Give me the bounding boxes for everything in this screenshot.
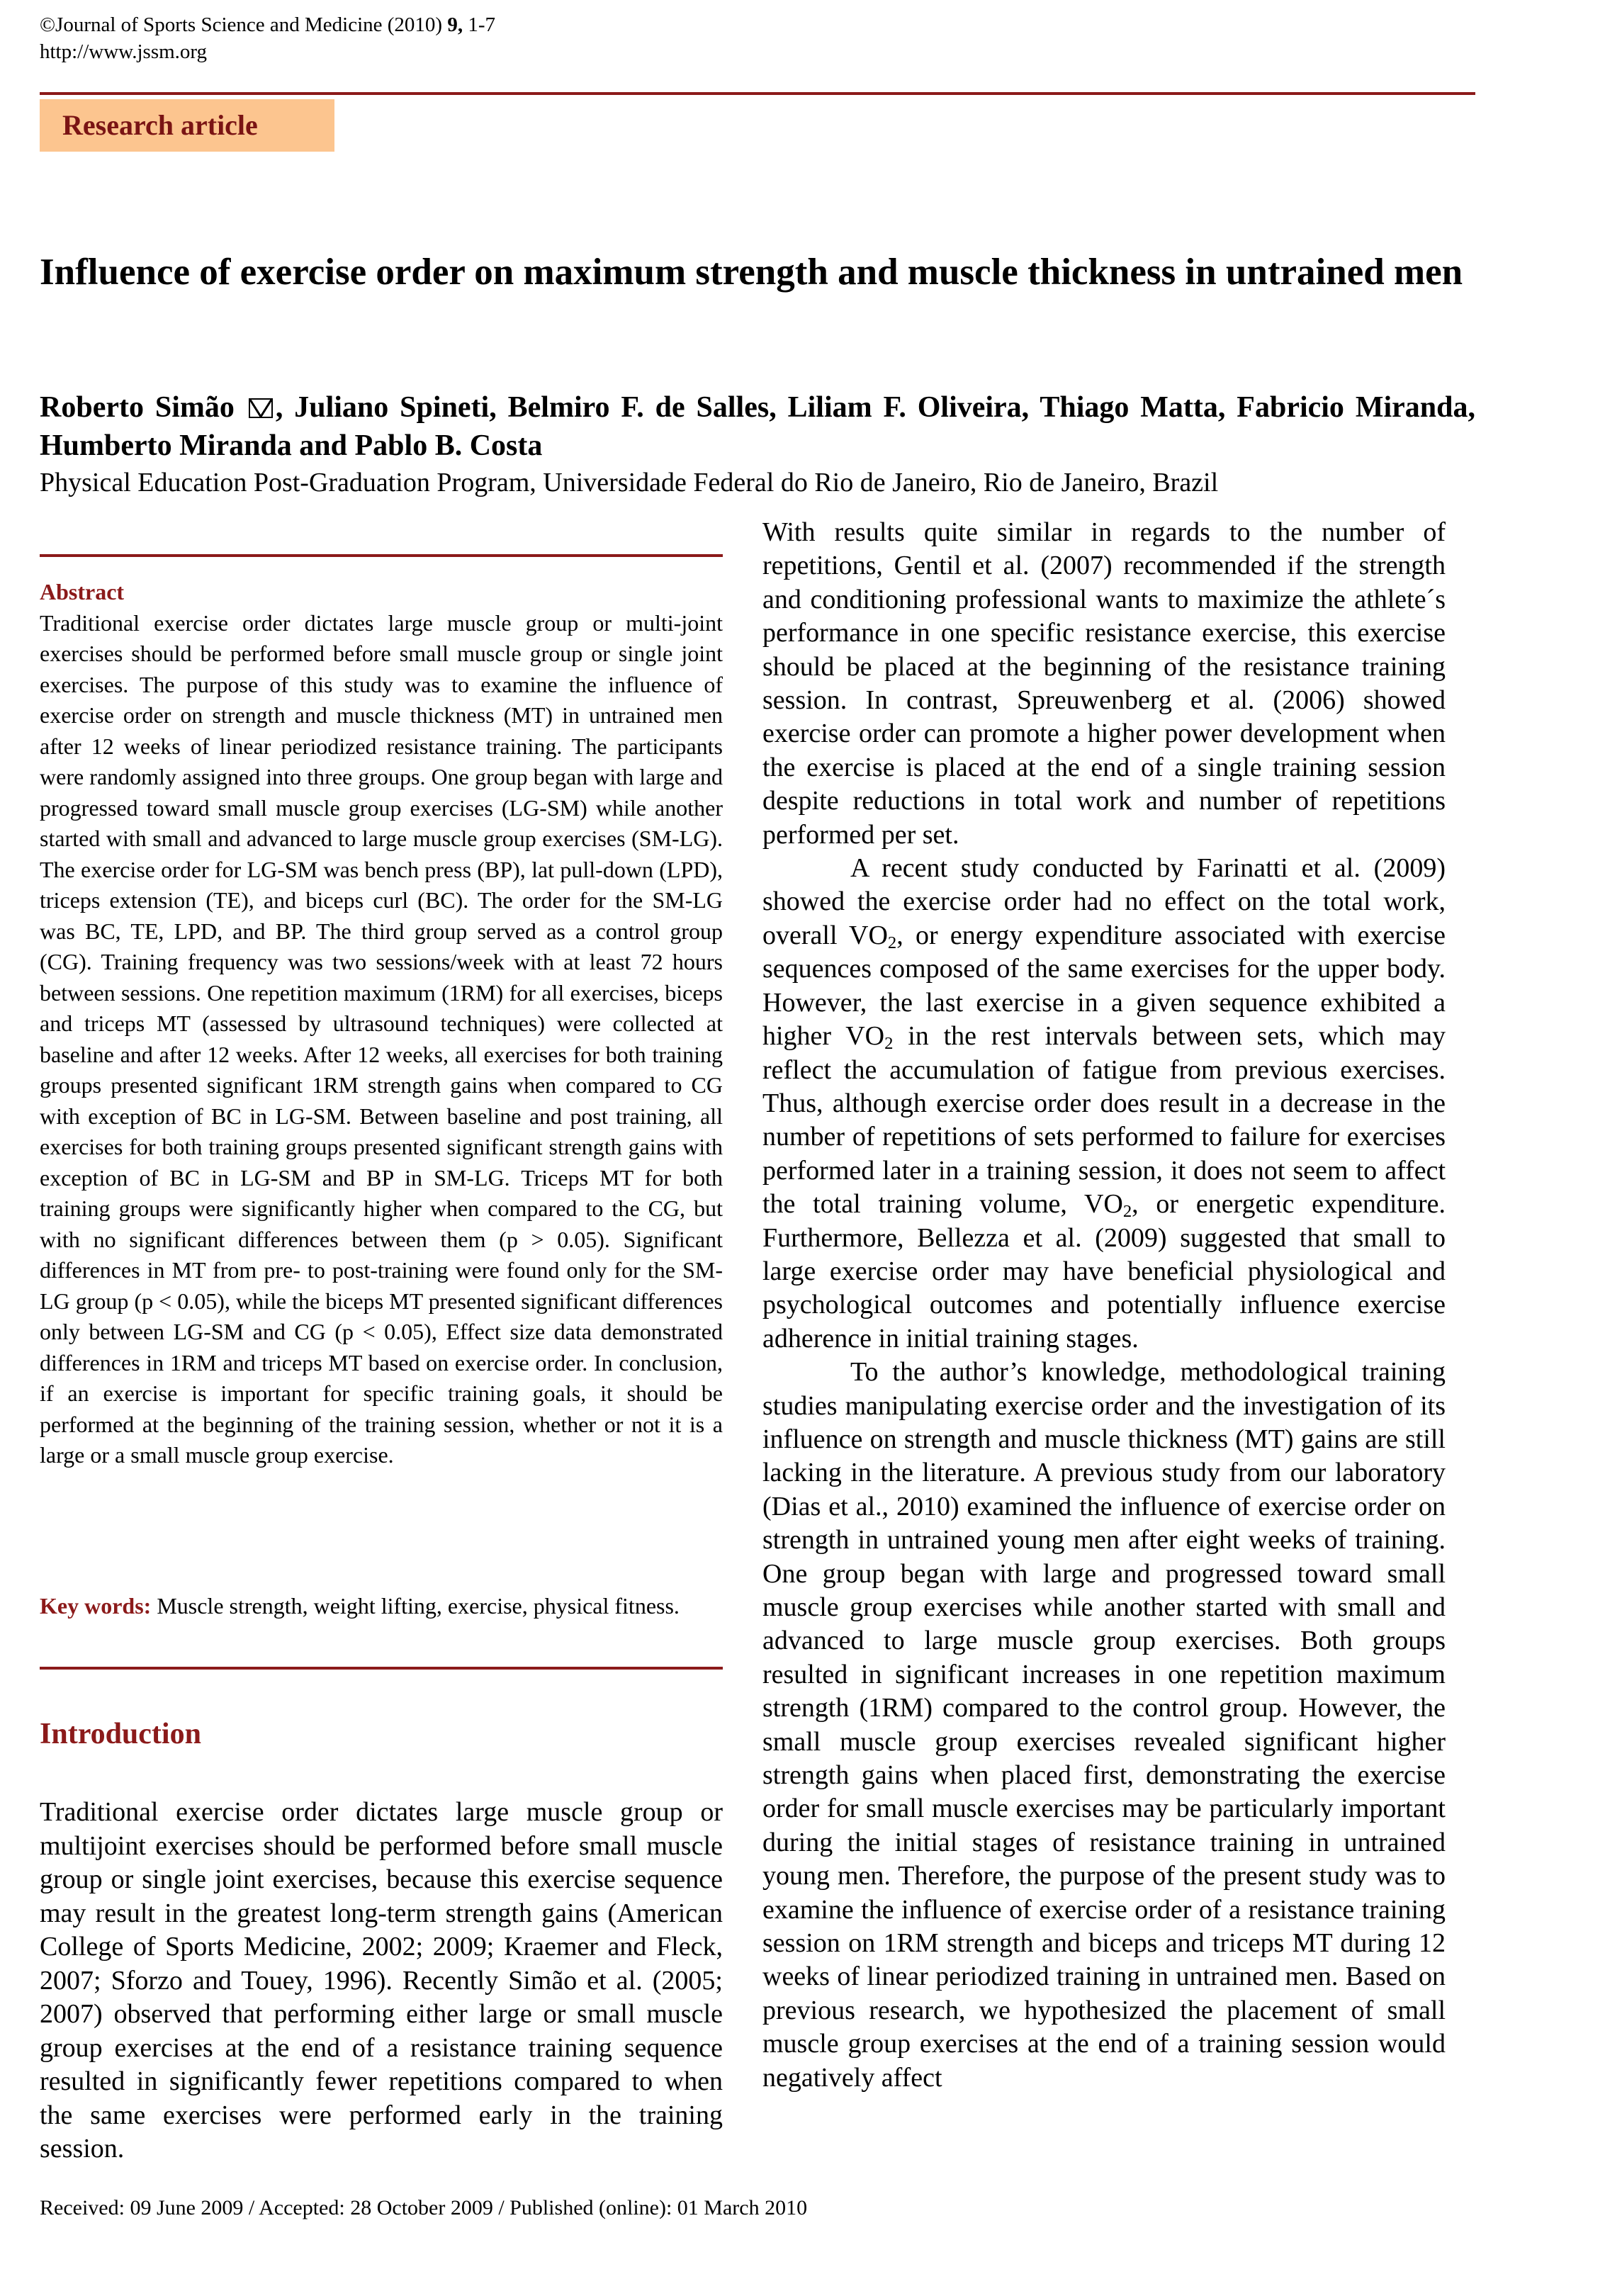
keywords-text: Muscle strength, weight lifting, exercise, physical fitness.: [157, 1593, 680, 1619]
received-dates: Received: 09 June 2009 / Accepted: 28 October 2009 / Published (online): 01 March 2010: [40, 2196, 808, 2219]
abstract-body: Traditional exercise order dictates large muscle group or multi-joint exercises should be performed before small muscle group or single joint exercises. The purpose of this study was to examine the influence of exercise order on strength and muscle thickness (MT) in untrained men after 12 weeks of linear periodized resistance training. The participants were randomly assigned into three groups. One group began with large and progressed toward small muscle group exercises (LG-SM) while another started with small and advanced to large muscle group exercises (SM-LG). The exercise order for LG-SM was bench press (BP), lat pull-down (LPD), triceps extension (TE), and biceps curl (BC). The order for the SM-LG was BC, TE, LPD, and BP. The third group served as a control group (CG). Training frequency was two sessions/week with at least 72 hours between sessions. One repetition maximum (1RM) for all exercises, biceps and triceps MT (assessed by ultrasound techniques) were collected at baseline and after 12 weeks. After 12 weeks, all exercises for both training groups presented significant 1RM strength gains when compared to CG with exception of BC in LG-SM. Between baseline and post training, all exercises for both training groups presented significant strength gains with exception of BC in LG-SM and BP in SM-LG. Triceps MT for both training groups were significantly higher when compared to the CG, but with no significant differences between them (p > 0.05). Significant differences in MT from pre- to post-training were found only for the SM-LG group (p < 0.05), while the biceps MT presented significant differences only between LG-SM and CG (p < 0.05), Effect size data demonstrated differences in 1RM and triceps MT based on exercise order. In conclusion, if an exercise is important for specific training goals, it should be performed at the beginning of the training session, whether or not it is a large or a small muscle group exercise.: [40, 609, 723, 1468]
right-paragraph-2: A recent study conducted by Farinatti et al. (2009) showed the exercise order had no effect on the total work, overall $VO_2$, or energy expenditure associated with exercise sequences composed of the same exercises for the upper body. However, the last exercise in a given sequence exhibited a higher $VO_2$ in the rest intervals between sets, which may reflect the accumulation of fatigue from previous exercises. Thus, although exercise order does result in a decrease in the number of repetitions of sets performed to failure for exercises performed later in a training session, it does not seem to affect the total training volume, $VO_2$, or energetic expenditure. Furthermore, Bellezza et al. (2009) suggested that small to large exercise order may have beneficial physiological and psychological outcomes and potentially influence exercise adherence in initial training stages.: [762, 853, 1446, 1354]
journal-citation: ©Journal of Sports Science and Medicine (2010) 9, 1-7: [40, 13, 495, 36]
envelope-icon[interactable]: [249, 398, 273, 418]
introduction-body: Traditional exercise order dictates large muscle group or multijoint exercises should be performed before small muscle group or single joint exercises, because this exercise sequence may result in the greatest long-term strength gains (American College of Sports Medicine, 2002; 2009; Kraemer and Fleck, 2007; Sforzo and Touey, 1996). Recently Simão et al. (2005; 2007) observed that performing either large or small muscle group exercises at the end of a resistance training sequence resulted in significantly fewer repetitions compared to when the same exercises were performed early in the training session.: [40, 1797, 723, 2163]
corresponding-author: Roberto Simão: [40, 391, 235, 424]
keywords-label: Key words:: [40, 1593, 152, 1619]
author-list: [40, 388, 1475, 465]
journal-volume: 9,: [447, 13, 463, 36]
abstract-bottom-rule: [40, 1667, 723, 1670]
abstract-section: [40, 577, 723, 1471]
journal-url[interactable]: http://www.jssm.org: [40, 40, 208, 63]
introduction-heading: Introduction: [40, 1718, 201, 1750]
abstract-top-rule: [40, 554, 723, 557]
keywords-section: [40, 1590, 723, 1621]
header-rule: [40, 92, 1475, 95]
paper-title: Influence of exercise order on maximum strength and muscle thickness in untrained men: [40, 252, 1463, 293]
right-paragraph-1: With results quite similar in regards to the number of repetitions, Gentil et al. (2007) recommended if the strength and conditioning professional wants to maximize the athlete´s performance in one specific resistance exercise, this exercise should be placed at the beginning of the resistance training session. In contrast, Spreuwenberg et al. (2006) showed exercise order can promote a higher power development when the exercise is placed at the end of a single training session despite reductions in total work and number of repetitions performed per set.: [762, 517, 1446, 850]
journal-pages: 1-7: [468, 13, 495, 36]
affiliation: Physical Education Post-Graduation Program, Universidade Federal do Rio de Janeiro, Rio de Janeiro, Brazil: [40, 468, 1219, 497]
abstract-heading: Abstract: [40, 579, 125, 604]
other-authors: , Juliano Spineti, Belmiro F. de Salles, Liliam F. Oliveira, Thiago Matta, Fabricio Miranda, Humberto Miranda and Pablo B. Costa: [40, 391, 1476, 462]
right-paragraph-3: To the author’s knowledge, methodological training studies manipulating exercise order and the investigation of its influence on strength and muscle thickness (MT) gains are still lacking in the literature. A previous study from our laboratory (Dias et al., 2010) examined the influence of exercise order on strength in untrained young men after eight weeks of training. One group began with large and progressed toward small muscle group exercises while another started with small and advanced to large muscle group exercises. Both groups resulted in significant increases in one repetition maximum strength (1RM) compared to the control group. However, the small muscle group exercises revealed significant higher strength gains when placed first, demonstrating the exercise order for small muscle exercises may be particularly important during the initial stages of resistance training in untrained young men. Therefore, the purpose of the present study was to examine the influence of exercise order of a resistance training session on 1RM strength and biceps and triceps MT during 12 weeks of linear periodized training in untrained men. Based on previous research, we hypothesized the placement of small muscle group exercises at the end of a training session would negatively affect: [762, 1357, 1446, 2093]
journal-header: [40, 11, 495, 65]
article-type-badge: Research article: [40, 99, 334, 152]
right-column: [762, 516, 1446, 2095]
